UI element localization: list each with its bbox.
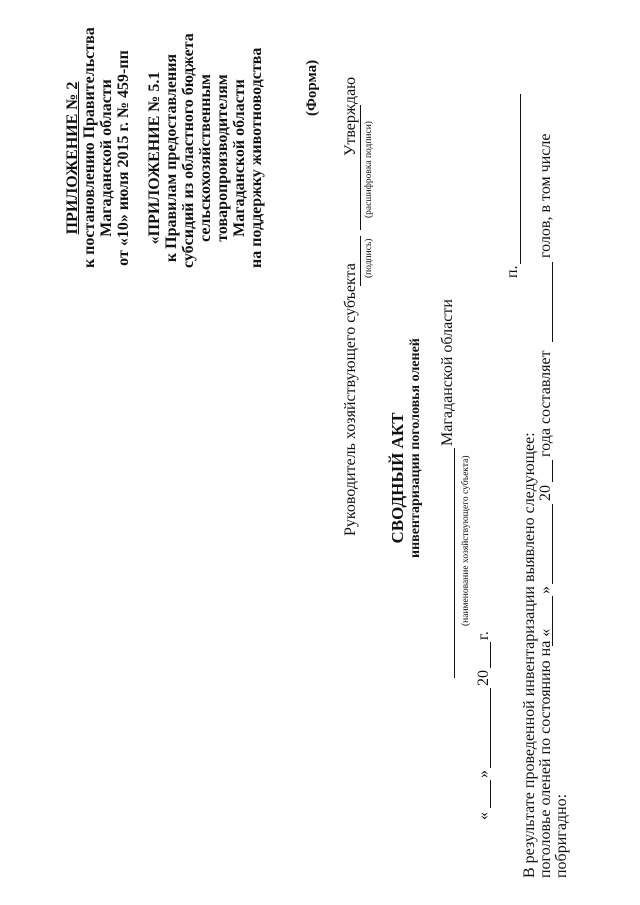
appendix-line: Магаданской области [231, 79, 248, 237]
inventory-year-line [552, 460, 553, 482]
act-subtitle: инвентаризации поголовья оленей [408, 338, 423, 558]
approve-date-open: « [475, 812, 492, 820]
act-title: СВОДНЫЙ АКТ [388, 412, 407, 544]
appendix-line: Магаданской области [98, 79, 115, 237]
signature-decode-caption: (расшифровка подписи) [364, 121, 374, 218]
body-line-2c: 20 [537, 485, 554, 501]
place-prefix: п. [504, 265, 521, 278]
signature-line [360, 236, 361, 286]
approve-year-line [490, 642, 491, 668]
document-page [20, 13, 580, 878]
appendix-block-rules [146, 33, 265, 268]
head-count-line [552, 262, 553, 342]
approve-year-suffix: г. [475, 631, 492, 640]
inventory-day-line [552, 596, 553, 646]
body-line-2e: голов, в том числе [537, 133, 554, 258]
approve-month-line [490, 688, 491, 768]
approve-label: Утверждаю [342, 76, 359, 156]
signature-decode-line [360, 105, 361, 230]
body-line-2d: года составляет [537, 350, 554, 457]
inventory-month-line [552, 504, 553, 584]
signature-caption: (подпись) [364, 238, 374, 278]
appendix-line: товаропроизводителям [214, 74, 231, 242]
body-line-1: В результате проведенной инвентаризации выявлено следующее: [521, 432, 538, 878]
entity-region: Магаданской области [439, 299, 456, 446]
appendix-line: на поддержку животноводства [248, 47, 265, 268]
place-line [520, 94, 521, 264]
entity-name-line [454, 448, 455, 678]
body-line-3: побригадно: [553, 793, 570, 878]
form-label: (Форма) [304, 59, 320, 116]
approve-year-prefix: 20 [475, 670, 492, 686]
body-line-2b: » [537, 586, 554, 594]
appendix-title: «ПРИЛОЖЕНИЕ № 5.1 [146, 71, 163, 245]
appendix-line: субсидий из областного бюджета [180, 33, 197, 268]
body-line-2a: поголовье оленей по состоянию на « [537, 628, 554, 878]
approve-date-close: » [475, 770, 492, 778]
appendix-line: к Правилам предоставления [163, 53, 180, 263]
appendix-title: ПРИЛОЖЕНИЕ № 2 [64, 81, 81, 235]
appendix-line: к постановлению Правительства [81, 27, 98, 268]
approve-day-line [490, 780, 491, 808]
appendix-block [64, 27, 132, 268]
approver-title: Руководитель хозяйствующего субъекта [342, 263, 359, 536]
appendix-line: сельскохозяйственным [197, 74, 214, 242]
appendix-line: от «10» июля 2015 г. № 459-пп [115, 50, 132, 266]
entity-caption: (наименование хозяйствующего субъекта) [461, 455, 471, 626]
